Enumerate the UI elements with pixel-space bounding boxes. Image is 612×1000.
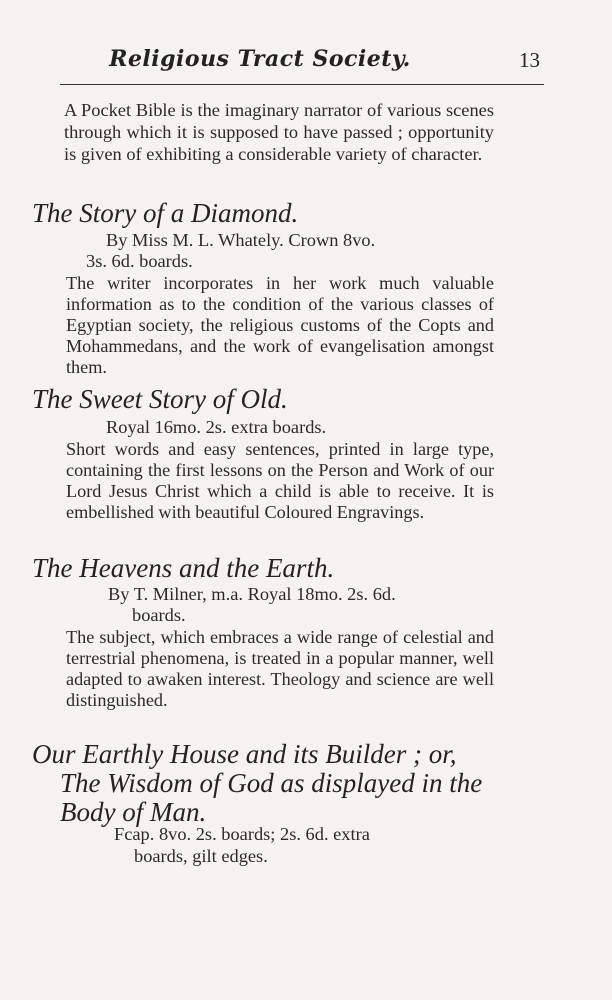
header-rule xyxy=(60,84,544,85)
entry-meta-line: By Miss M. L. Whately. Crown 8vo. xyxy=(106,230,376,250)
entry-meta-line: Royal 16mo. 2s. extra boards. xyxy=(106,417,327,437)
entry-description: The subject, which embraces a wide range of celestial and terrestrial phenomena, is treated in a popular manner, well adapted to awaken interest. Theology and science are well distinguished. xyxy=(66,627,494,710)
entry-title-line: Body of Man. xyxy=(60,797,207,827)
entry-meta-line: Fcap. 8vo. 2s. boards; 2s. 6d. extra xyxy=(114,824,370,844)
entry-price: boards, gilt edges. xyxy=(134,846,268,866)
entry-description: Short words and easy sentences, printed in large type, containing the first lessons on the Person and Work of our Lord Jesus Christ which a child is able to receive. It is embellished with beautiful Coloured Engravings. xyxy=(66,439,494,522)
entry-price: 3s. 6d. boards. xyxy=(86,251,193,271)
entry-title-line: Our Earthly House and its Builder ; or, xyxy=(32,739,457,769)
entry-title-heavens-and-the-earth: The Heavens and the Earth. xyxy=(32,553,335,583)
entry-title-story-of-a-diamond: The Story of a Diamond. xyxy=(32,198,299,228)
entry-meta-line: By T. Milner, m.a. Royal 18mo. 2s. 6d. xyxy=(108,584,396,604)
entry-title-sweet-story-of-old: The Sweet Story of Old. xyxy=(32,384,288,414)
running-header xyxy=(60,46,540,80)
entry-title-line: The Wisdom of God as displayed in the xyxy=(60,768,483,798)
entry-price: boards. xyxy=(132,605,186,625)
entry-description: The writer incorporates in her work much valuable information as to the condition of the various classes of Egyptian society, the religious customs of the Copts and Mohammedans, and the work of evangelisation amongst them. xyxy=(66,273,494,377)
running-header-title: Religious Tract Society. xyxy=(109,46,411,72)
intro-paragraph: A Pocket Bible is the imaginary narrator of various scenes through which it is supposed to have passed ; opportunity is given of exhibiting a considerable variety of character. xyxy=(64,100,494,164)
page-number: 13 xyxy=(519,48,540,72)
